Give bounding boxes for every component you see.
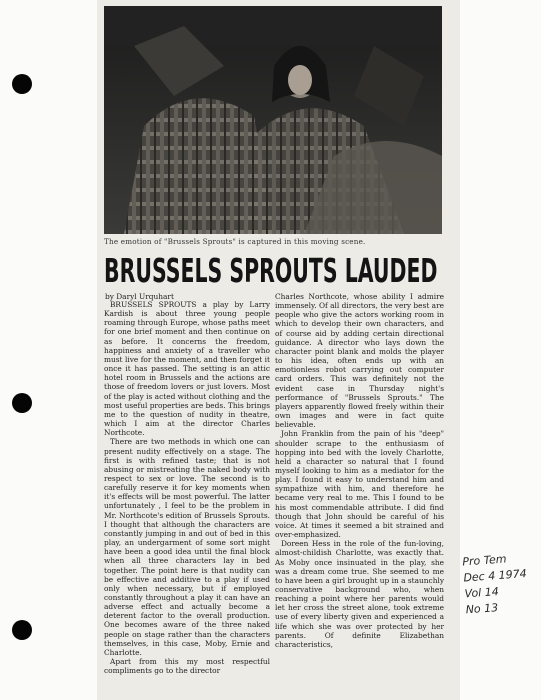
- annotation-line: No 13: [465, 601, 499, 617]
- article-column-left: [104, 300, 270, 700]
- punch-hole: [12, 620, 32, 640]
- paragraph: John Franklin from the pain of his "deep" shoulder scrape to the enthusiasm of hopping into bed with the lovely Charlotte, held a character so natural that I found myself looking to him as a mediator for the play. I found it easy to understand him and sympathize with him, and therefore he became very real to me. This I found to be his most commendable attribute. I did find though that John should be careful of his voice. At times it seemed a bit strained and over-emphasized.: [275, 429, 444, 540]
- paragraph: There are two methods in which one can present nudity effectively on a stage. The first is with refined taste; that is not abusing or mistreating the naked body with respect to sex or love. The second is to carefully reserve it for key moments when it's effects will be most powerful. The latter unfortunately , I feel to be the problem in Mr. Northcote's edition of Brussels Sprouts. I thought that although the characters are constantly jumping in and out of bed in this play, an undergarment of some sort might have been a good idea until the final block when all three characters lay in bed together. The point here is that nudity can be effective and additive to a play if used only when necessary, but if employed constantly throughout a play it can have an adverse effect and actually become a deterent factor to the overall production. One becomes aware of the three naked people on stage rather than the characters themselves, in this case, Moby, Ernie and Charlotte.: [104, 437, 270, 657]
- annotation-line: Dec 4 1974: [463, 567, 528, 585]
- article-photo: [104, 6, 442, 234]
- photo-caption: The emotion of "Brussels Sprouts" is captured in this moving scene.: [104, 237, 366, 246]
- punch-hole: [12, 393, 32, 413]
- annotation-line: Pro Tem: [461, 552, 507, 569]
- paragraph: Apart from this my most respectful compliments go to the director: [104, 657, 270, 676]
- paragraph: BRUSSELS SPROUTS a play by Larry Kardish is about three young people roaming through Europe, whose paths meet for one brief moment and then continue on as before. It concerns the freedom, happiness and anxiety of a traveller who must live for the moment, and then forget it once it has passed. The setting is an attic hotel room in Brussels and the actions are those of freedom lovers or just lovers. Most of the play is acted without clothing and the most useful properties are beds. This brings me to the question of nudity in theatre, which I aim at the director Charles Northcote.: [104, 300, 270, 438]
- paragraph: Charles Northcote, whose ability I admire immensely. Of all directors, the very best are people who give the actors working room in which to develop their own characters, and of course aid by adding certain directional guidance. A director who lays down the character point blank and molds the player to his idea, often ends up with an emotionless robot carrying out computer card orders. This was definitely not the evident case in Thursday night's performance of "Brussels Sprouts." The players apparently flowed freely within their own images and were in fact quite believable.: [275, 292, 444, 430]
- article-headline: BRUSSELS SPROUTS LAUDED: [104, 251, 438, 290]
- paragraph: Doreen Hess in the role of the fun-loving, almost-childish Charlotte, was exactly that. As Moby once insinuated in the play, she was a dream come true. She seemed to me to have been a girl brought up in a staunchly conservative background who, when reaching a point where her parents would let her cross the street alone, took extreme use of every liberty given and experienced a life which she was over protected by her parents. Of definite Elizabethan characteristics,: [275, 539, 444, 649]
- article-byline: by Daryl Urquhart: [105, 292, 174, 301]
- article-column-right: [275, 292, 444, 700]
- annotation-line: Vol 14: [464, 585, 500, 601]
- photo-image: [104, 6, 442, 234]
- handwritten-annotation: [462, 550, 536, 619]
- punch-hole: [12, 74, 32, 94]
